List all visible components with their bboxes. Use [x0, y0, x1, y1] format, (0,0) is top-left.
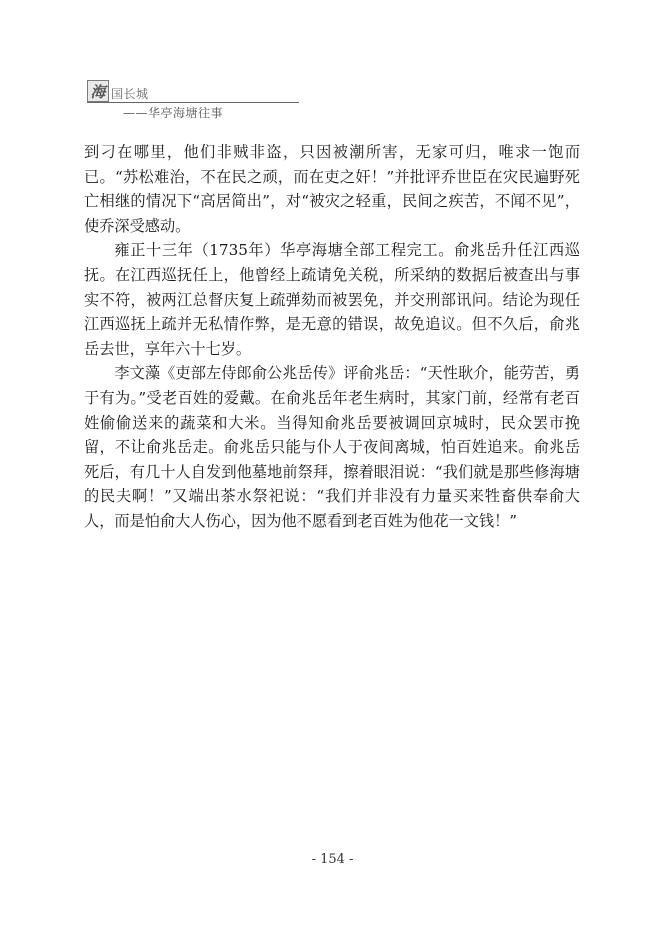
page-body: [84, 140, 580, 534]
book-logo: 海: [87, 80, 109, 102]
paragraph-continued: 到刁在哪里，他们非贼非盗，只因被潮所害，无家可归，唯求一饱而已。“苏松难治，不在民之顽，而在吏之奸！”并批评乔世臣在灾民遍野死亡相继的情况下“高居简出”，对“被灾之轻重，民间之疾苦，不闻不见”，使乔深受感动。: [84, 143, 580, 235]
book-subtitle: ——华亭海塘往事: [123, 106, 224, 120]
header-divider: [87, 102, 299, 103]
page-number: - 154 -: [311, 852, 354, 867]
book-title: 国长城: [111, 87, 149, 101]
paragraph: 雍正十三年（1735年）华亭海塘全部工程完工。俞兆岳升任江西巡抚。在江西巡抚任上，他曾经上疏请免关税，所采纳的数据后被查出与事实不符，被两江总督庆复上疏弹劾而被罢免，并交刑部讯问。结论为现任江西巡抚上疏并无私情作弊，是无意的错误，故免追议。但不久后，俞兆岳去世，享年六十七岁。: [84, 241, 580, 358]
running-header: [87, 80, 299, 120]
paragraph: 李文藻《吏部左侍郎俞公兆岳传》评俞兆岳：“天性耿介，能劳苦，勇于有为。”受老百姓的爱戴。在俞兆岳年老生病时，其家门前，经常有老百姓偷偷送来的蔬菜和大米。当得知俞兆岳要被调回京城时，民众罢市挽留，不让俞兆岳走。俞兆岳只能与仆人于夜间离城，怕百姓追来。俞兆岳死后，有几十人自发到他墓地前祭拜，擦着眼泪说：“我们就是那些修海塘的民夫啊！”又端出茶水祭祀说：“我们并非没有力量买来牲畜供奉俞大人，而是怕俞大人伤心，因为他不愿看到老百姓为他花一文钱！”: [84, 364, 580, 530]
